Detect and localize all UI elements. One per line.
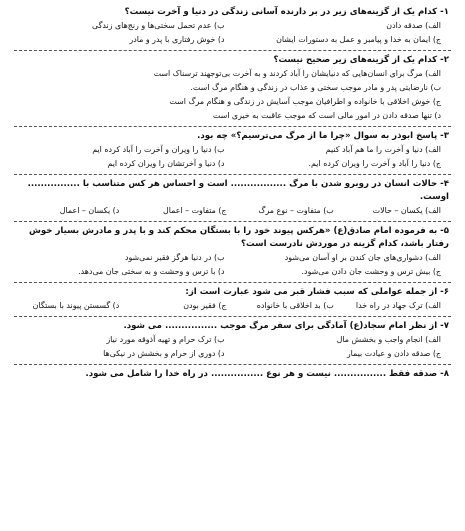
question-3-options — [14, 143, 451, 171]
question-4 — [14, 178, 451, 218]
question-5-options — [14, 251, 451, 279]
question-4-option-b[interactable]: ب) متفاوت – نوع مرگ — [258, 206, 334, 215]
question-2-title: ۲- کدام یک از گزینه‌های زیر صحیح نیست؟ — [273, 55, 449, 65]
question-4-option-c[interactable]: ج) متفاوت – اعمال — [163, 206, 227, 215]
question-1-option-b[interactable]: ب) عدم تحمل سختی‌ها و رنج‌های زندگی — [92, 21, 225, 30]
question-7-option-c[interactable]: ج) صدقه دادن و عیادت بیمار — [346, 349, 441, 358]
question-6 — [14, 286, 451, 313]
question-5-option-a[interactable]: الف) دشواری‌های جان کندن بر او آسان می‌شود — [284, 253, 441, 262]
question-6-option-c[interactable]: ج) فقیر بودن — [183, 301, 227, 310]
question-4-title: ۴- حالات انسان در روبرو شدن با مرگ ................. است و احساس هر کس متناسب با ................ اوست. — [27, 179, 449, 202]
separator — [14, 50, 451, 51]
question-5-option-c[interactable]: ج) بیش ترس و وحشت جان دادن می‌شود. — [301, 267, 441, 276]
separator — [14, 174, 451, 175]
question-3-option-b[interactable]: ب) دنیا را ویران و آخرت را آباد کرده ایم — [92, 145, 225, 154]
question-6-option-b[interactable]: ب) بد اخلاقی با خانواده — [256, 301, 334, 310]
question-4-option-a[interactable]: الف) یکسان – حالات — [372, 206, 441, 215]
question-2-option-d[interactable]: د) تنها صدقه دادن در امور مالی است که موجب عاقبت به خیری است — [212, 111, 441, 120]
question-1 — [14, 6, 451, 47]
question-6-title: ۶- از جمله عواملی که سبب فشار قبر می شود عبارت است از: — [185, 287, 449, 297]
question-8-title: ۸- صدقه فقط ................ نیست و هر نوع ................ در راه خدا را شامل می شود. — [85, 369, 449, 379]
separator — [14, 364, 451, 365]
question-6-option-d[interactable]: د) گسستن پیوند با بستگان — [32, 301, 120, 310]
question-7-option-a[interactable]: الف) انجام واجب و بخشش مال — [336, 335, 441, 344]
question-3 — [14, 130, 451, 171]
question-3-option-c[interactable]: ج) دنیا را آباد و آخرت را ویران کرده ایم. — [308, 159, 441, 168]
separator — [14, 316, 451, 317]
question-4-options — [14, 204, 451, 218]
question-4-option-d[interactable]: د) یکسان – اعمال — [59, 206, 120, 215]
question-7-options — [14, 333, 451, 361]
question-2 — [14, 54, 451, 123]
separator — [14, 282, 451, 283]
question-2-options — [14, 67, 451, 123]
question-1-title: ۱- کدام یک از گزینه‌های زیر در بر دارنده آسانی زندگی در دنیا و آخرت نیست؟ — [124, 7, 449, 17]
question-6-options — [14, 299, 451, 313]
question-3-title: ۳- پاسخ ابوذر به سوال «چرا ما از مرگ می‌ترسیم؟» چه بود. — [197, 131, 449, 141]
question-2-option-b[interactable]: ب) نارضایتی پدر و مادر موجب سختی و عذاب در زندگی و هنگام مرگ است. — [190, 83, 441, 92]
question-2-option-a[interactable]: الف) مرگ برای انسان‌هایی که دنیایشان را آباد کردند و به آخرت بی‌توجهند ترسناک است — [153, 69, 441, 78]
question-7 — [14, 320, 451, 361]
question-1-option-c[interactable]: ج) ایمان به خدا و پیامبر و عمل به دستورات ایشان — [276, 35, 441, 44]
question-3-option-a[interactable]: الف) دنیا و آخرت را ما هم آباد کنیم — [325, 145, 441, 154]
question-5-option-d[interactable]: د) با ترس و وحشت و به سختی جان می‌دهد. — [78, 267, 225, 276]
separator — [14, 126, 451, 127]
question-1-options — [14, 19, 451, 47]
question-7-option-d[interactable]: د) دوری از حرام و بخشش در نیکی‌ها — [103, 349, 225, 358]
question-3-option-d[interactable]: د) دنیا و آخرتشان را ویران کرده ایم — [107, 159, 225, 168]
question-5 — [14, 225, 451, 279]
question-5-title: ۵- به فرموده امام صادق(ع) «هرکس پیوند خود را با بستگان محکم کند و با پدر و مادرش بسیار خوش رفتار باشد، کدام گزینه در موردش نادرست است؟ — [29, 226, 449, 249]
question-1-option-a[interactable]: الف) صدقه دادن — [386, 21, 441, 30]
separator — [14, 221, 451, 222]
question-8 — [14, 368, 451, 381]
question-7-title: ۷- از نظر امام سجاد(ع) آمادگی برای سفر مرگ موجب ................ می شود. — [123, 321, 449, 331]
question-7-option-b[interactable]: ب) ترک حرام و تهیه آذوقه مورد نیاز — [106, 335, 225, 344]
question-5-option-b[interactable]: ب) در دنیا هرگز فقیر نمی‌شود — [124, 253, 225, 262]
question-2-option-c[interactable]: ج) خوش اخلاقی با خانواده و اطرافیان موجب آسایش در زندگی و هنگام مرگ است — [169, 97, 441, 106]
question-1-option-d[interactable]: د) خوش رفتاری با پدر و مادر — [129, 35, 225, 44]
question-6-option-a[interactable]: الف) ترک جهاد در راه خدا — [355, 301, 441, 310]
